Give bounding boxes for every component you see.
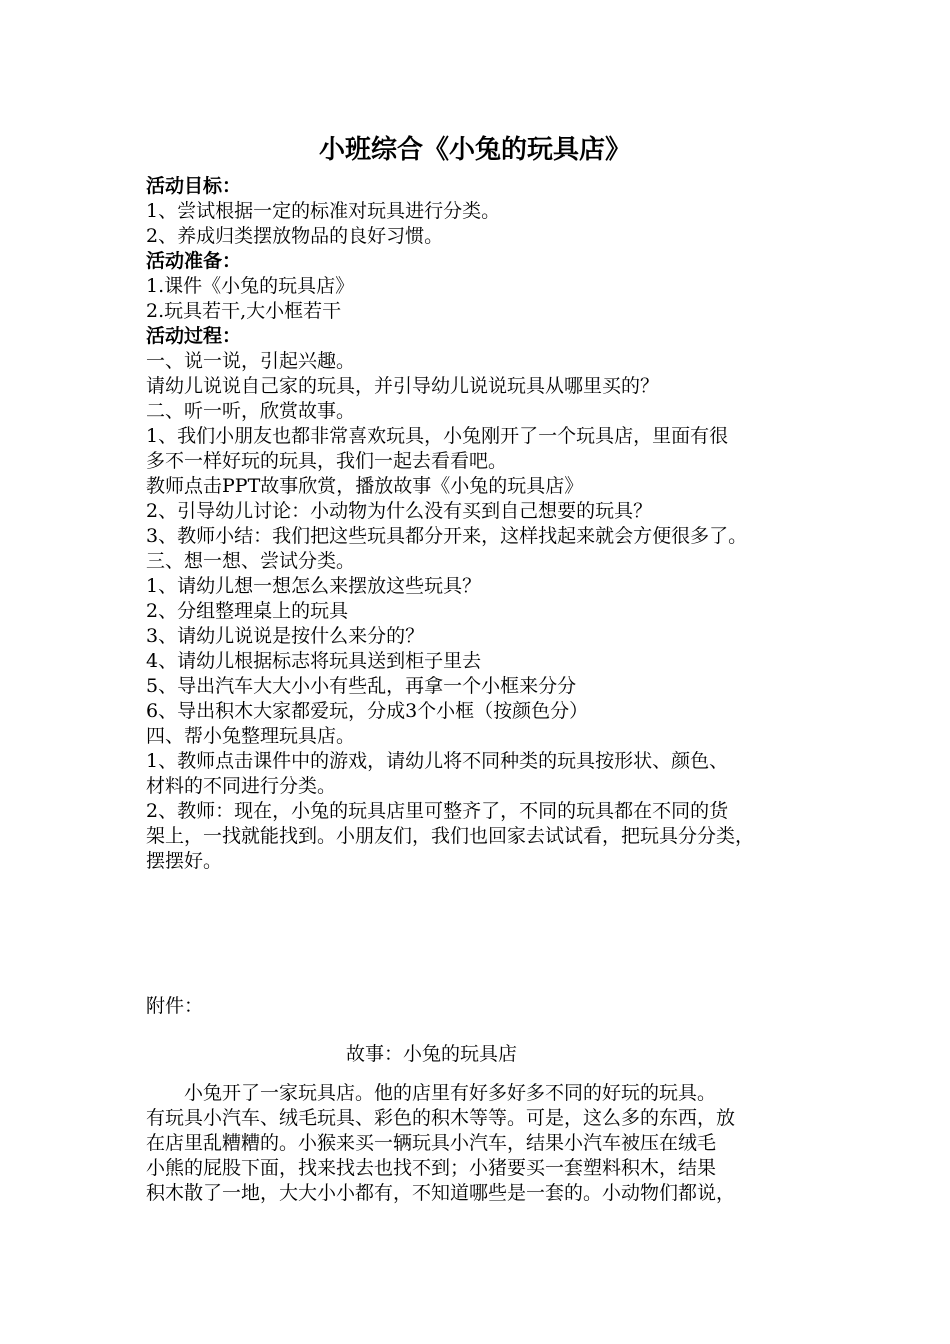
process-line: 2、分组整理桌上的玩具 <box>146 600 349 622</box>
story-title: 故事：小兔的玩具店 <box>346 1043 518 1065</box>
process-line: 多不一样好玩的玩具，我们一起去看看吧。 <box>146 450 508 472</box>
attachment-label: 附件： <box>146 995 204 1017</box>
story-line: 有玩具小汽车、绒毛玩具、彩色的积木等等。可是，这么多的东西，放 <box>146 1107 736 1129</box>
prep-heading: 活动准备： <box>146 250 242 272</box>
process-line: 3、请幼儿说说是按什么来分的？ <box>146 625 425 647</box>
process-line: 5、导出汽车大大小小有些乱，再拿一个小框来分分 <box>146 675 577 697</box>
process-heading: 活动过程： <box>146 325 242 347</box>
goal-item: 2、养成归类摆放物品的良好习惯。 <box>146 225 444 247</box>
process-line: 6、导出积木大家都爱玩，分成3个小框（按颜色分） <box>146 700 589 722</box>
process-line: 一、说一说，引起兴趣。 <box>146 350 356 372</box>
prep-item: 2.玩具若干,大小框若干 <box>146 300 342 322</box>
process-line: 二、听一听，欣赏故事。 <box>146 400 356 422</box>
process-line: 3、教师小结：我们把这些玩具都分开来，这样找起来就会方便很多了。 <box>146 525 748 547</box>
process-line: 三、想一想、尝试分类。 <box>146 550 356 572</box>
story-line: 在店里乱糟糟的。小猴来买一辆玩具小汽车，结果小汽车被压在绒毛 <box>146 1132 717 1154</box>
process-line: 四、帮小兔整理玩具店。 <box>146 725 356 747</box>
story-body <box>146 1081 818 1206</box>
goals-heading: 活动目标： <box>146 175 242 197</box>
process-line: 请幼儿说说自己家的玩具，并引导幼儿说说玩具从哪里买的？ <box>146 375 660 397</box>
goal-item: 1、尝试根据一定的标准对玩具进行分类。 <box>146 200 501 222</box>
lesson-plan-body <box>146 174 818 874</box>
process-line: 1、我们小朋友也都非常喜欢玩具，小兔刚开了一个玩具店，里面有很 <box>146 425 729 447</box>
process-line: 2、教师：现在，小兔的玩具店里可整齐了，不同的玩具都在不同的货 <box>146 800 729 822</box>
story-line: 小熊的屁股下面，找来找去也找不到；小猪要买一套塑料积木，结果 <box>146 1157 717 1179</box>
process-line: 材料的不同进行分类。 <box>146 775 337 797</box>
document-title: 小班综合《小兔的玩具店》 <box>318 135 631 165</box>
process-line: 教师点击PPT故事欣赏，播放故事《小兔的玩具店》 <box>146 475 584 497</box>
process-line: 1、请幼儿想一想怎么来摆放这些玩具？ <box>146 575 482 597</box>
prep-item: 1.课件《小兔的玩具店》 <box>146 275 355 297</box>
process-line: 2、引导幼儿讨论：小动物为什么没有买到自己想要的玩具？ <box>146 500 653 522</box>
story-line: 积木散了一地，大大小小都有，不知道哪些是一套的。小动物们都说， <box>146 1182 736 1204</box>
process-line: 摆摆好。 <box>146 850 223 872</box>
process-line: 4、请幼儿根据标志将玩具送到柜子里去 <box>146 650 482 672</box>
story-line: 小兔开了一家玩具店。他的店里有好多好多不同的好玩的玩具。 <box>184 1082 717 1104</box>
process-line: 架上，一找就能找到。小朋友们，我们也回家去试试看，把玩具分分类， <box>146 825 755 847</box>
process-line: 1、教师点击课件中的游戏，请幼儿将不同种类的玩具按形状、颜色、 <box>146 750 729 772</box>
